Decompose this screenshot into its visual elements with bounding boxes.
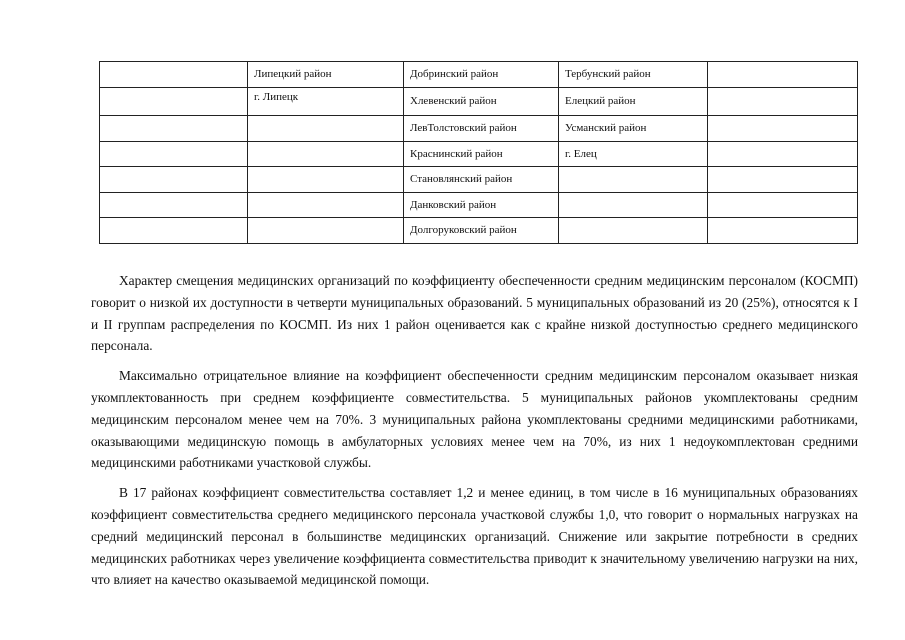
table-cell bbox=[708, 167, 858, 193]
table-cell bbox=[559, 192, 708, 218]
table-cell: Краснинский район bbox=[404, 141, 559, 167]
table-cell: Данковский район bbox=[404, 192, 559, 218]
table-cell bbox=[708, 116, 858, 142]
table-cell bbox=[248, 218, 404, 244]
district-table-body bbox=[100, 62, 858, 244]
table-cell: ЛевТолстовский район bbox=[404, 116, 559, 142]
table-cell: Тербунский район bbox=[559, 62, 708, 88]
table-row bbox=[100, 167, 858, 193]
table-cell: Долгоруковский район bbox=[404, 218, 559, 244]
table-row bbox=[100, 116, 858, 142]
table-cell: Становлянский район bbox=[404, 167, 559, 193]
table-cell bbox=[100, 87, 248, 116]
table-cell bbox=[559, 167, 708, 193]
table-cell bbox=[248, 116, 404, 142]
table-row bbox=[100, 141, 858, 167]
paragraph: Максимально отрицательное влияние на коэффициент обеспеченности средним медицинским персоналом оказывает низкая укомплектованность при среднем коэффициенте совместительства. 5 муниципальных районов укомплектованы средним медицинским персоналом менее чем на 70%. 3 муниципальных района укомплектованы средними медицинскими работниками, оказывающими медицинскую помощь в амбулаторных условиях менее чем на 70%, из них 1 недоукомплектован средними медицинскими работниками участковой службы. bbox=[91, 368, 858, 471]
district-table bbox=[99, 61, 858, 244]
table-row bbox=[100, 218, 858, 244]
table-cell bbox=[100, 62, 248, 88]
table-cell bbox=[708, 87, 858, 116]
table-cell bbox=[708, 141, 858, 167]
table-cell: Елецкий район bbox=[559, 87, 708, 116]
table-row bbox=[100, 192, 858, 218]
table-cell bbox=[100, 192, 248, 218]
table-cell: г. Липецк bbox=[248, 87, 404, 116]
table-cell: Усманский район bbox=[559, 116, 708, 142]
table-cell: Хлевенский район bbox=[404, 87, 559, 116]
table-cell: Липецкий район bbox=[248, 62, 404, 88]
table-cell: Добринский район bbox=[404, 62, 559, 88]
table-cell bbox=[100, 116, 248, 142]
table-row bbox=[100, 62, 858, 88]
table-cell bbox=[100, 167, 248, 193]
table-cell bbox=[708, 192, 858, 218]
table-cell bbox=[708, 62, 858, 88]
paragraph: В 17 районах коэффициент совместительства составляет 1,2 и менее единиц, в том числе в 16 муниципальных образованиях коэффициент совместительства среднего медицинского персонала участковой службы 1,0, что говорит о нормальных нагрузках на средний медицинский персонал в большинстве медицинских организаций. Снижение или закрытие потребности в средних медицинских работниках через увеличение коэффициента совместительства приводит к значительному увеличению нагрузки на них, что влияет на качество оказываемой медицинской помощи. bbox=[91, 485, 858, 588]
table-cell bbox=[559, 218, 708, 244]
table-cell bbox=[248, 141, 404, 167]
table-cell bbox=[248, 167, 404, 193]
table-cell bbox=[100, 218, 248, 244]
table-row bbox=[100, 87, 858, 116]
table-cell bbox=[708, 218, 858, 244]
table-cell bbox=[100, 141, 248, 167]
paragraph: Характер смещения медицинских организаций по коэффициенту обеспеченности средним медицинским персоналом (КОСМП) говорит о низкой их доступности в четверти муниципальных образований. 5 муниципальных образований из 20 (25%), относятся к I и II группам распределения по КОСМП. Из них 1 район оценивается как с крайне низкой доступностью среднего медицинского персонала. bbox=[91, 273, 858, 354]
body-text bbox=[91, 270, 858, 599]
table-cell: г. Елец bbox=[559, 141, 708, 167]
table-cell bbox=[248, 192, 404, 218]
